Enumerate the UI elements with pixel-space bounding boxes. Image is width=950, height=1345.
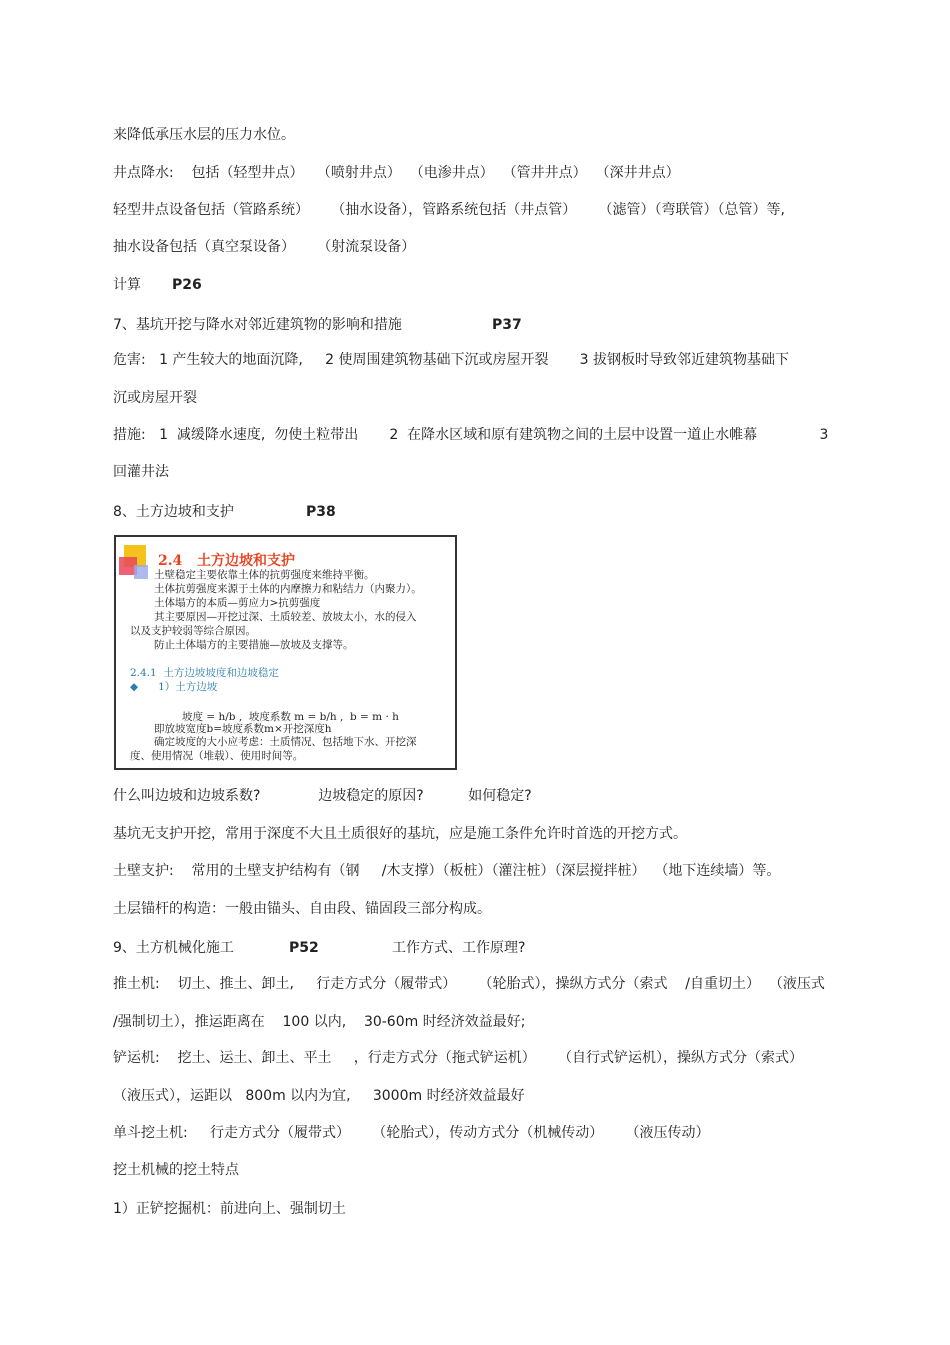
slide-line: 即放坡宽度b=坡度系数m×开挖深度h [154,723,332,735]
text-line: 危害: 1 产生较大的地面沉降, 2 使周围建筑物基础下沉或房屋开裂 3 拔钢板时导致邻近建筑物基础下 [113,352,789,368]
text-line: （液压式），运距以 800m 以内为宜, 3000m 时经济效益最好 [113,1088,525,1104]
section-heading: 8、土方边坡和支护 [113,504,234,520]
page-ref: P38 [306,504,336,520]
text-line: 基坑无支护开挖，常用于深度不大且土质很好的基坑，应是施工条件允许时首选的开挖方式。 [113,826,687,842]
slide-subheading: 2.4.1 土方边坡坡度和边坡稳定 [130,667,279,679]
text-line: 计算 [113,277,141,293]
slide-formula: 坡度 = h/b , 坡度系数 m = b/h , b = m · h [182,711,399,723]
text-line: 抽水设备包括（真空泵设备） （射流泵设备） [113,239,416,255]
text-line: 推土机: 切土、推土、卸土, 行走方式分（履带式） （轮胎式），操纵方式分（索式 /自重切土） （液压式 [113,976,825,992]
text-line: 挖土机械的挖土特点 [113,1162,239,1178]
text-line: 单斗挖土机: 行走方式分（履带式） （轮胎式），传动方式分（机械传动） （液压传动） [113,1125,710,1141]
section-heading: 7、基坑开挖与降水对邻近建筑物的影响和措施 [113,317,402,333]
slide-line: 其主要原因—开挖过深、土质较差、放坡太小，水的侵入 [154,611,417,623]
text-line: 沉或房屋开裂 [113,390,197,406]
slide-line: 土体抗剪强度来源于土体的内摩擦力和粘结力（内聚力）。 [154,583,422,595]
decoration-square [134,565,148,579]
page-ref: P37 [492,317,522,333]
text-line: 铲运机: 挖土、运土、卸土、平土 ，行走方式分（拖式铲运机） （自行式铲运机），操纵方式分（索式） [113,1050,804,1066]
text-line: 井点降水: 包括（轻型井点） （喷射井点） （电渗井点） （管井井点） （深井井点） [113,165,680,181]
slide-line: 确定坡度的大小应考虑：土质情况、包括地下水、开挖深 [154,736,417,748]
text-line: 来降低承压水层的压力水位。 [113,127,295,143]
section-heading: 9、土方机械化施工 [113,940,234,956]
text-line: 回灌井法 [113,464,169,480]
slide-line: 土壁稳定主要依靠土体的抗剪强度来维持平衡。 [154,569,375,581]
page-ref: P52 [289,940,319,956]
text-line: 什么叫边坡和边坡系数? 边坡稳定的原因? 如何稳定? [113,788,532,804]
text-line: 措施: 1 减缓降水速度, 勿使土粒带出 2 在降水区域和原有建筑物之间的土层中设置一道止水帷幕 3 [113,427,829,443]
slide-line: 土体塌方的本质—剪应力>抗剪强度 [154,597,321,609]
text-line: 轻型井点设备包括（管路系统） （抽水设备），管路系统包括（井点管） （滤管）（弯联管）（总管）等, [113,202,785,218]
text-line: 土壁支护: 常用的土壁支护结构有（钢 /木支撑）（板桩）（灌注桩）（深层搅拌桩） （地下连续墙）等。 [113,863,781,879]
text-line: 土层锚杆的构造：一般由锚头、自由段、锚固段三部分构成。 [113,901,491,917]
page-ref: P26 [172,277,202,293]
slide-line: 以及支护较弱等综合原因。 [130,625,256,637]
text-line: 工作方式、工作原理? [392,940,526,956]
text-line: /强制切土），推运距离在 100 以内, 30-60m 时经济效益最好; [113,1014,526,1030]
slide-bullet: ◆ 1）土方边坡 [130,681,218,693]
slide-image [114,535,457,770]
slide-line: 度、使用情况（堆载）、使用时间等。 [130,750,304,762]
slide-title: 2.4 土方边坡和支护 [158,553,295,569]
text-line: 1）正铲挖掘机：前进向上、强制切土 [113,1201,346,1217]
slide-line: 防止土体塌方的主要措施—放坡及支撑等。 [154,639,354,651]
